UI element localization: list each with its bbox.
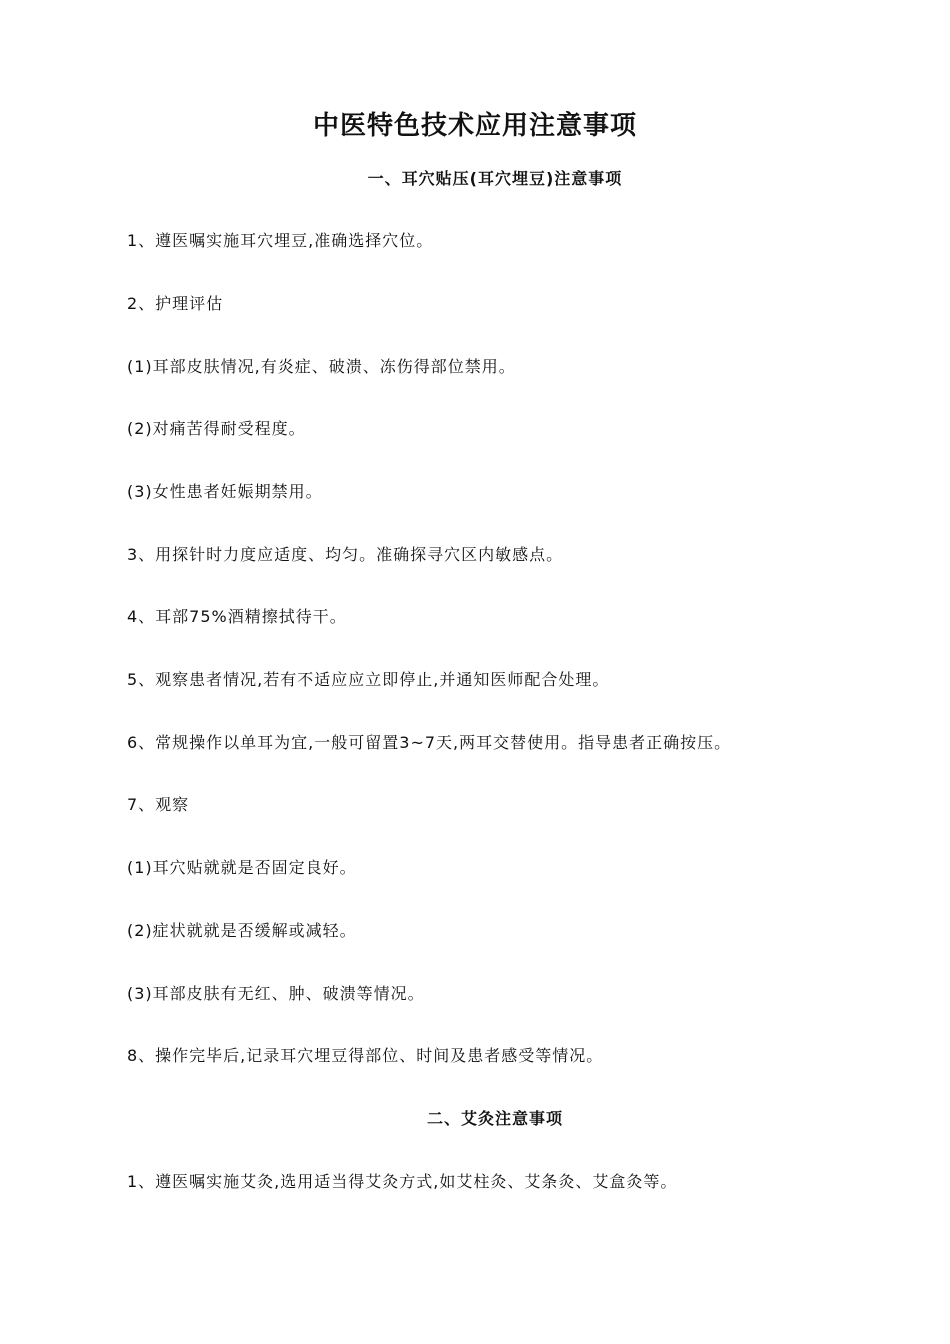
document-title: 中医特色技术应用注意事项 [312, 111, 637, 141]
list-item: (3)女性患者妊娠期禁用。 [127, 482, 323, 501]
list-item: 1、遵医嘱实施艾灸,选用适当得艾灸方式,如艾柱灸、艾条灸、艾盒灸等。 [127, 1172, 678, 1191]
section-heading-moxibustion: 二、艾灸注意事项 [426, 1109, 563, 1128]
list-item: (1)耳部皮肤情况,有炎症、破溃、冻伤得部位禁用。 [127, 357, 516, 376]
list-item: (3)耳部皮肤有无红、肿、破溃等情况。 [127, 984, 425, 1003]
list-item: 6、常规操作以单耳为宜,一般可留置3~7天,两耳交替使用。指导患者正确按压。 [127, 733, 732, 752]
list-item: 2、护理评估 [127, 294, 224, 313]
list-item: (1)耳穴贴就就是否固定良好。 [127, 858, 357, 877]
list-item: 1、遵医嘱实施耳穴埋豆,准确选择穴位。 [127, 231, 434, 250]
section-heading-ear-acupoint: 一、耳穴贴压(耳穴埋豆)注意事项 [367, 169, 623, 188]
list-item: 4、耳部75%酒精擦拭待干。 [127, 607, 347, 626]
list-item: 8、操作完毕后,记录耳穴埋豆得部位、时间及患者感受等情况。 [127, 1046, 604, 1065]
list-item: 7、观察 [127, 795, 190, 814]
list-item: 3、用探针时力度应适度、均匀。准确探寻穴区内敏感点。 [127, 545, 564, 564]
list-item: (2)症状就就是否缓解或减轻。 [127, 921, 357, 940]
list-item: (2)对痛苦得耐受程度。 [127, 419, 306, 438]
list-item: 5、观察患者情况,若有不适应应立即停止,并通知医师配合处理。 [127, 670, 610, 689]
